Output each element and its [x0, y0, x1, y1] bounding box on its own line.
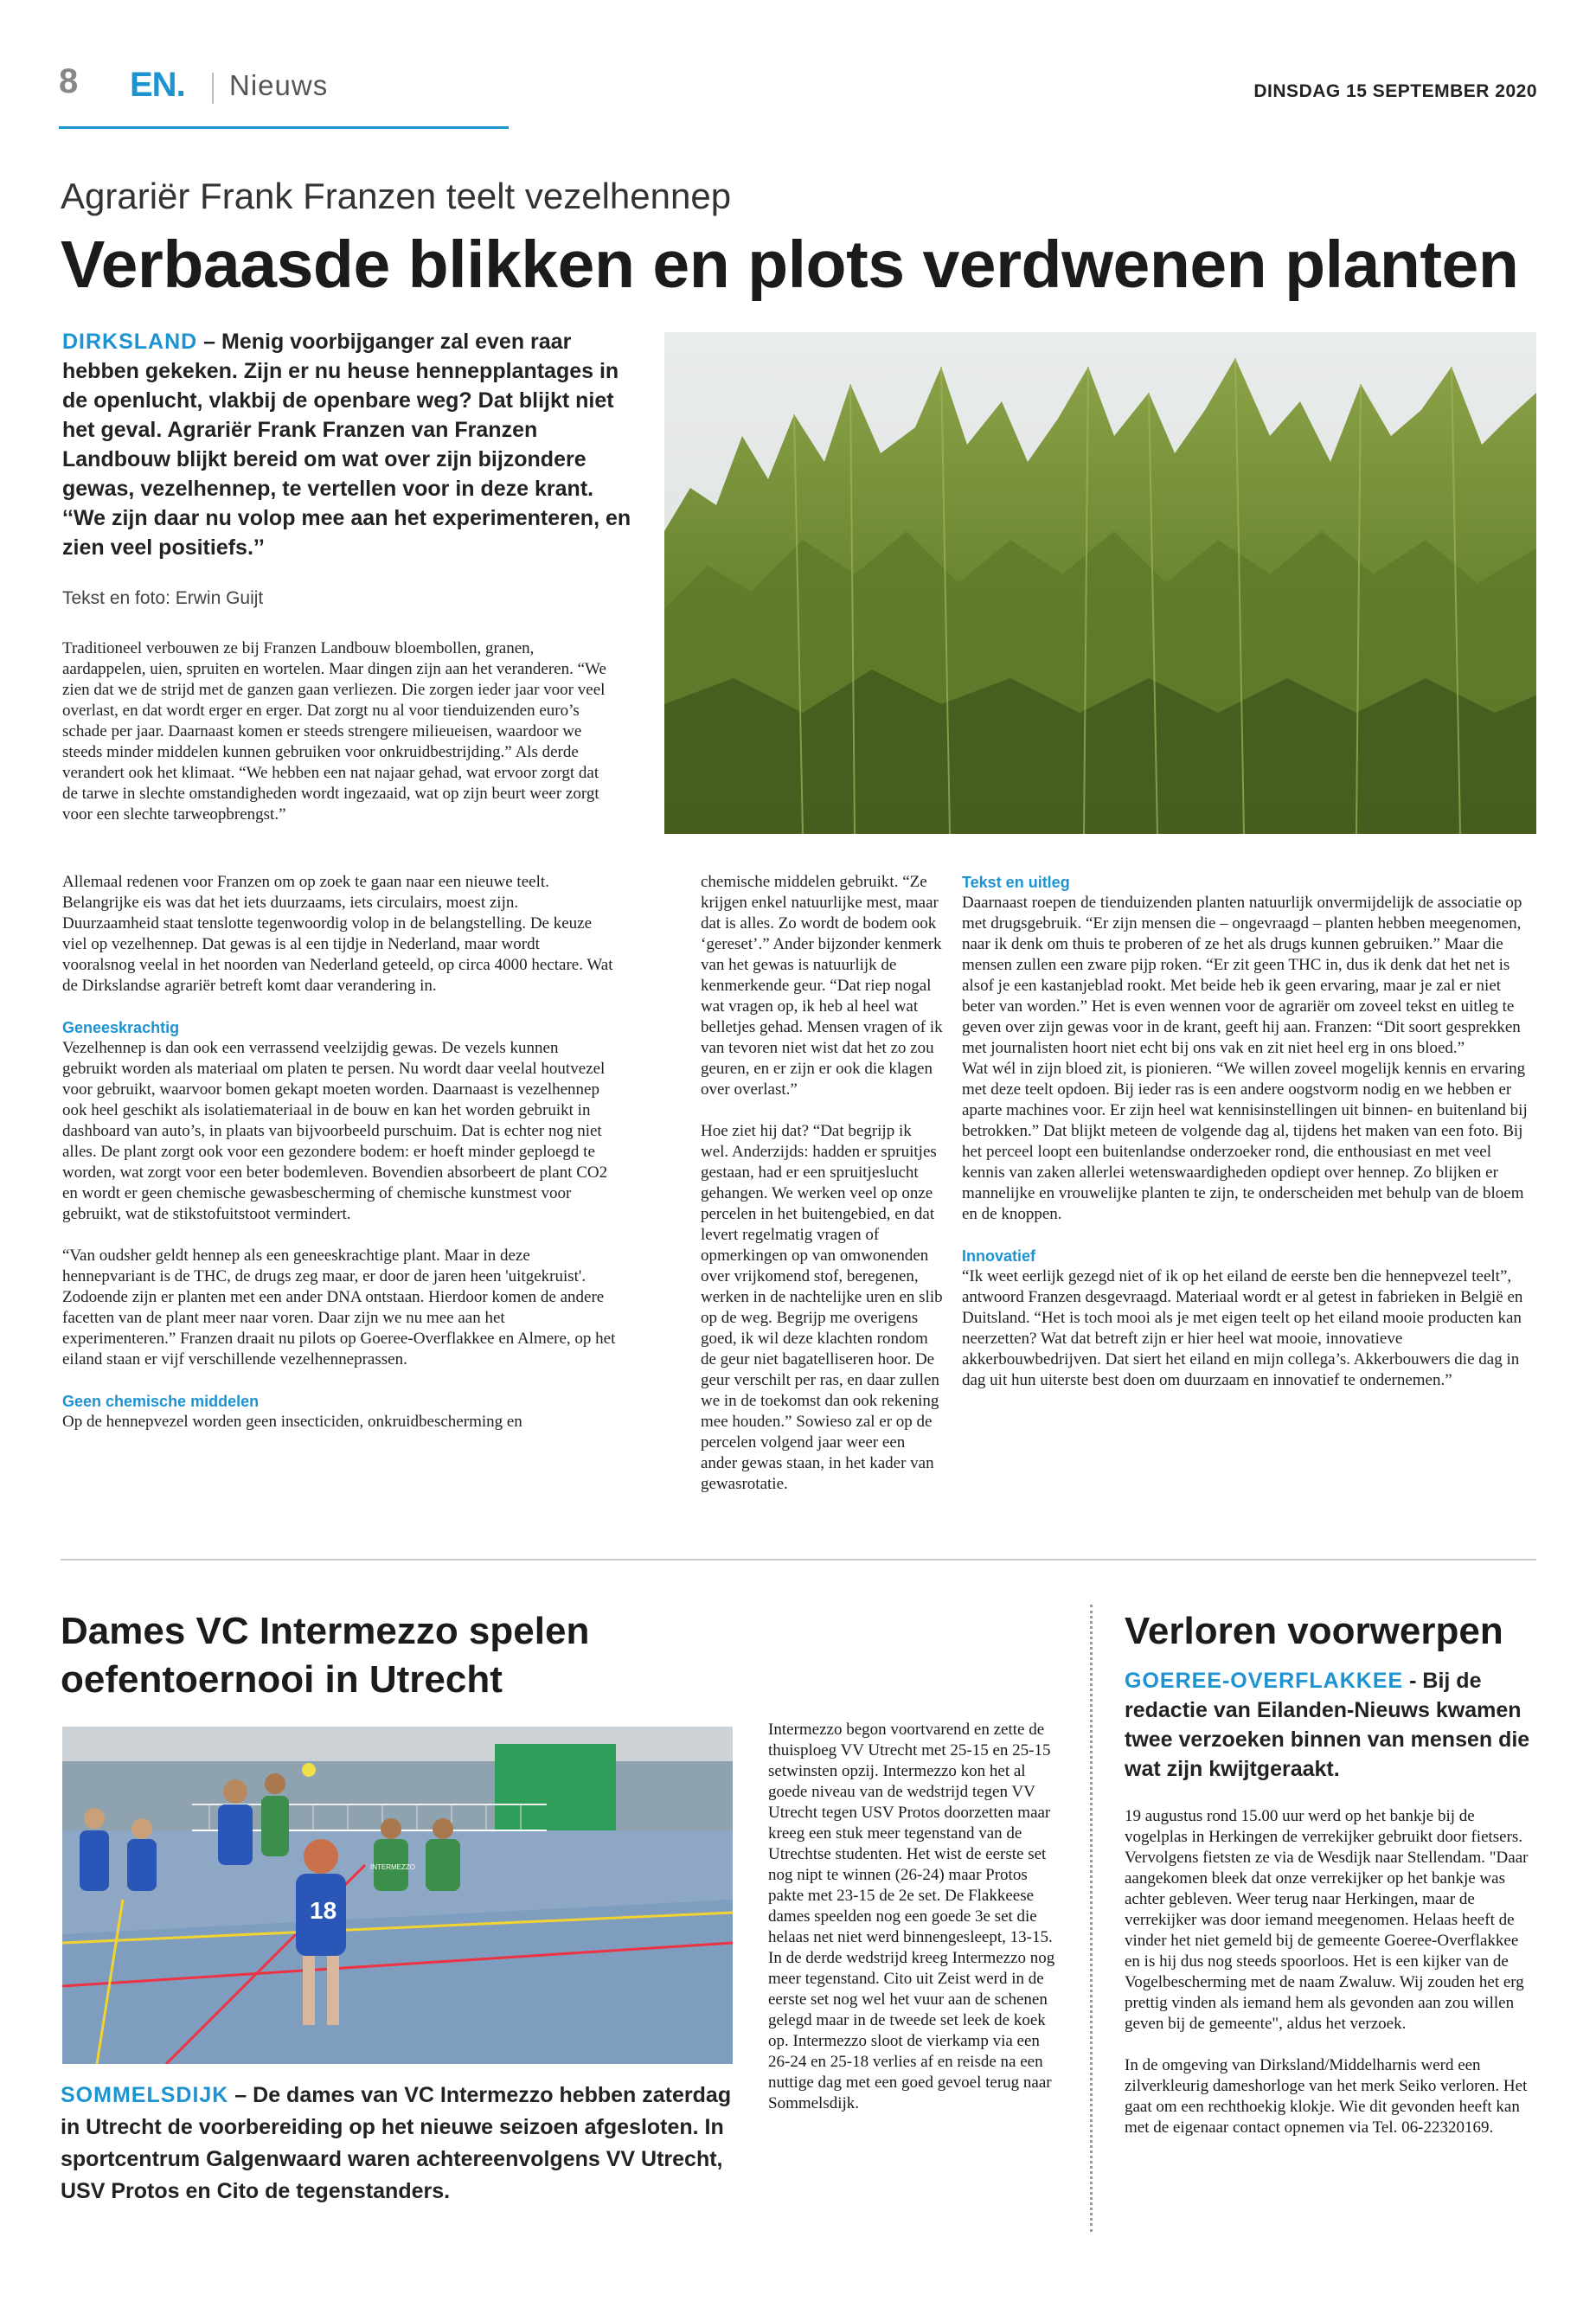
masthead-divider — [212, 73, 214, 104]
article-lead — [62, 327, 633, 562]
issue-date: DINSDAG 15 SEPTEMBER 2020 — [1253, 81, 1537, 101]
hemp-field-photo — [664, 332, 1536, 834]
article-column-2 — [701, 872, 943, 1516]
lost-items-body — [1125, 1806, 1531, 2138]
paragraph: Allemaal redenen voor Franzen om op zoek te gaan naar een nieuwe teelt. Belangrijke eis was dat het iets duurzaams, iets circulairs, moest zijn. Duurzaamheid staat tenslotte tegenwoordig volop in de belangstelling. De keuze viel op vezelhennep. Dat gewas is al een tijdje in Nederland, maar wordt vooralsnog veelal in het noorden van Nederland geteeld, op circa 4000 hectare. Wat de Dirkslandse agrariër betreft komt daar verandering in. — [62, 873, 613, 995]
lead-text: – De dames van VC Intermezzo hebben zaterdag in Utrecht de voorbereiding op het nieuwe seizoen afgesloten. In sportcentrum Galgenwaard waren achtereenvolgens VV Utrecht, USV Protos en Cito de tegenstanders. — [61, 2083, 732, 2203]
volleyball-headline — [61, 1607, 589, 1704]
paragraph: Hoe ziet hij dat? “Dat begrijp ik wel. Anderzijds: hadden er spruitjes gestaan, had er een spruitjeslucht gehangen. We werken veel op onze percelen in het buitengebied, en dat levert regelmatig vragen of opmerkingen op van omwonenden over vrijkomend stof, beregenen, werken in de nachtelijke uren en slib op de weg. Begrijp me overigens goed, ik wil deze klachten rondom de geur niet bagatelliseren hoor. De geur verschilt per ras, en daar zullen we in de toekomst dan ook rekening mee houden.” Sowieso zal er op de percelen volgend jaar weer een ander gewas staan, in het kader van gewasrotatie. — [701, 1122, 943, 1493]
dateline: DIRKSLAND — [62, 330, 198, 354]
paragraph: Daarnaast roepen de tienduizenden planten natuurlijk onvermijdelijk de associatie op met drugsgebruik. “Er zijn mensen die – ongevraagd – planten hebben meegenomen, naar ik denk om thuis te proberen of ze het als drugs kunnen gebruiken.” Maar die mensen zullen een zware pijp roken. “Er zit geen THC in, dus ik denk dat het net is alsof je een kastanjeblad rookt. Met beide heb ik geen ervaring, maar je zal er niet beter van worden.” Het is even wennen voor de agrariër om zoveel tekst en uitleg te geven over zijn gewas voor in de krant, geeft hij aan. Franzen: “Dit soort gesprekken met journalisten hoort niet echt bij ons vak en zit niet heel erg in ons bloed.” — [962, 894, 1522, 1057]
shirt-text: INTERMEZZO — [370, 1863, 415, 1871]
subheading-innovatief: Innovatief — [962, 1247, 1036, 1265]
lead-text: - Bij de redactie van Eilanden-Nieuws kwamen twee verzoeken binnen van mensen die wat zijn kwijtgeraakt. — [1125, 1669, 1530, 1781]
paragraph: “Van oudsher geldt hennep als een geneeskrachtige plant. Maar in deze hennepvariant is de THC, de drugs zeg maar, er door de jaren heen 'uitgekruist'. Zodoende zijn er planten met een ander DNA ontstaan. Hierdoor komen de andere facetten van de plant meer naar voren. Daar zijn we nu mee aan het experimenteren.” Franzen draait nu pilots op Goeree-Overflakkee en Almere, op het eiland staan er vijf verschillende vezelhenneprassen. — [62, 1247, 616, 1368]
byline: Tekst en foto: Erwin Guijt — [62, 588, 264, 608]
dateline: SOMMELSDIJK — [61, 2083, 229, 2107]
lead-text: – Menig voorbijganger zal even raar hebben gekeken. Zijn er nu heuse hennepplantages in de openlucht, vlakbij de openbare weg? Dat blijkt niet het geval. Agrariër Frank Franzen van Franzen Landbouw blijkt bereid om wat over zijn bijzondere gewas, vezelhennep, te vertellen voor in deze krant. ‘‘We zijn daar nu volop mee aan het experimenteren, en zien veel positiefs.’’ — [62, 330, 631, 560]
paragraph: Wat wél in zijn bloed zit, is pionieren. “We willen zoveel mogelijk kennis en ervaring met deze teelt opdoen. Bij ieder ras is een andere oogstvorm nodig en we hebben er aparte machines voor. Er zijn heel wat kennisinstellingen uit binnen- en buitenland bij betrokken.” Dat blijkt meteen de volgende dag al, tijdens het maken van een foto. Bij het perceel loopt een buitenlandse onderzoeker rond, die enthousiast en met veel kennis van zaken allerlei wetenswaardigheden opdiept over hennep. Zo blijken er mannelijke en vrouwelijke planten te zijn, te onderscheiden met behulp van de bloem en de knoppen. — [962, 1060, 1528, 1223]
headline-line: oefentoernooi in Utrecht — [61, 1658, 503, 1701]
article-column-intro — [62, 638, 616, 846]
paragraph: chemische middelen gebruikt. “Ze krijgen enkel natuurlijke mest, maar dat is alles. Zo wordt de bodem ook ‘gereset’.” Ander bijzonder kenmerk van het gewas is natuurlijk de kenmerkende geur. “Dat riep nogal wat vragen op, ik heb al heel wat belletjes gehad. Mensen vragen of ik van tevoren niet wist dat het zo zou geuren, en er zijn er ook die klagen over overlast.” — [701, 873, 943, 1099]
lost-items-headline: Verloren voorwerpen — [1125, 1610, 1503, 1652]
headline-line: Dames VC Intermezzo spelen — [61, 1610, 590, 1652]
article-column-3 — [962, 872, 1533, 1412]
dateline: GOEREE-OVERFLAKKEE — [1125, 1669, 1404, 1693]
article-headline: Verbaasde blikken en plots verdwenen planten — [61, 228, 1519, 302]
page-number: 8 — [59, 62, 79, 100]
paragraph: Vezelhennep is dan ook een verrassend veelzijdig gewas. De vezels kunnen gebruikt worden als materiaal om platen te persen. Nu wordt daar veelal houtvezel voor gebruikt, waarvoor bomen gekapt moeten worden. Daarnaast is vezelhennep ook heel geschikt als isolatiemateriaal in de bouw en kan het worden gebruikt in dashboard van auto’s, in plaats van bijvoorbeeld purschuim. Dat is echter nog niet alles. De plant zorgt ook voor een gezondere bodem: er hoeft minder geploegd te worden, wat zorgt voor een beter bodemleven. Bovendien absorbeert de plant CO2 en wordt er geen chemische gewasbescherming of chemische kunstmest voor gebruikt, wat de stikstofuitstoot vermindert. — [62, 1039, 608, 1223]
paragraph: “Ik weet eerlijk gezegd niet of ik op het eiland de eerste ben die hennepvezel teelt”, antwoord Franzen desgevraagd. Materiaal wordt er al getest in fabrieken in België en Duitsland. “Het is toch mooi als je met eigen teelt op het eiland mooie producten kan neerzetten? Wat dat betreft zijn er hier heel wat mooie, innovatieve akkerbouwbedrijven. Dat siert het eiland en mijn collega’s. Akkerbouwers die dag in dag uit hun uiterste best doen om duurzaam en innovatief te ondernemen.” — [962, 1267, 1523, 1389]
masthead-rule — [59, 126, 509, 129]
lost-items-lead — [1125, 1666, 1531, 1784]
article-kicker: Agrariër Frank Franzen teelt vezelhennep — [61, 176, 732, 216]
subheading-tekst-en-uitleg: Tekst en uitleg — [962, 874, 1070, 891]
section-divider — [61, 1559, 1536, 1561]
subheading-geneeskrachtig: Geneeskrachtig — [62, 1019, 180, 1036]
newspaper-logo: EN. — [130, 66, 185, 104]
column-divider-dotted — [1090, 1605, 1093, 2232]
volleyball-body: Intermezzo begon voortvarend en zette de thuisploeg VV Utrecht met 25-15 en 25-15 setwinsten opzij. Intermezzo kon het al goede niveau van de wedstrijd tegen VV Utrecht tegen USV Protos doorzetten maar kreeg een stuk meer tegenstand van de Utrechtse studenten. Het wist de eerste set nog nipt te winnen (26-24) maar Protos pakte met 23-15 de 2e set. De Flakkeese dames speelden nog een goede 3e set die helaas net niet werd binnengesleept, 13-15. In de derde wedstrijd kreeg Intermezzo nog meer tegenstand. Cito uit Zeist werd in de eerste set nog wel het vuur aan de schenen gelegd maar in de tweede set leek de koek op. Intermezzo sloot de vierkamp via een 26-24 en 25-18 verlies af en reisde na een nuttige dag met een goed gevoel terug naar Sommelsdijk. — [768, 1721, 1055, 2112]
paragraph: In de omgeving van Dirksland/Middelharnis werd een zilverkleurig dameshorloge van het merk Seiko verloren. Het gaat om een rechthoekig klokje. Wie dit gevonden heeft kan met de eigenaar contact opnemen via Tel. 06-22320169. — [1125, 2056, 1528, 2137]
subheading-geen-chemische-middelen: Geen chemische middelen — [62, 1393, 260, 1410]
paragraph: Op de hennepvezel worden geen insecticiden, onkruidbescherming en — [62, 1413, 522, 1431]
shirt-number: 18 — [310, 1897, 337, 1924]
paragraph: Traditioneel verbouwen ze bij Franzen Landbouw bloembollen, granen, aardappelen, uien, spruiten en wortelen. Maar dingen zijn aan het veranderen. “We zien dat we de strijd met de ganzen gaan verliezen. Die zorgen ieder jaar voor veel overlast, en dat wordt erger en erger. Dat zorgt nu al voor tienduizenden euro’s schade per jaar. Daarnaast komen er steeds strengere milieueisen, waardoor we steeds minder middelen kunnen gebruiken voor onkruidbestrijding.” Als derde verandert ook het klimaat. “We hebben een nat najaar gehad, wat ervoor zorgt dat de tarwe in slechte omstandigheden wordt ingezaaid, wat op zijn beurt weer zorgt voor een slechte tarweopbrengst.” — [62, 639, 606, 824]
article-column-1 — [62, 872, 616, 1453]
section-title: Nieuws — [229, 69, 329, 101]
volleyball-lead — [61, 2080, 744, 2208]
paragraph: 19 augustus rond 15.00 uur werd op het bankje bij de vogelplas in Herkingen de verrekijker gebruikt door fietsers. Vervolgens fietsten ze via de Wesdijk naar Stellendam. "Daar aangekomen bleek dat onze verrekijker op het bankje was achter gebleven. Weer terug naar Herkingen, maar de verrekijker was door iemand meegenomen. Helaas heeft de vinder het niet gemeld bij de gemeente Goeree-Overflakkee en is hij dus nog steeds spoorloos. Het is een kijker van de Vogelbescherming met de naam Zwaluw. Wij zouden het erg prettig vinden als iemand hem als gevonden aan zou willen geven bij de gemeente", aldus het verzoek. — [1125, 1807, 1529, 2033]
volleyball-photo — [62, 1727, 733, 2064]
